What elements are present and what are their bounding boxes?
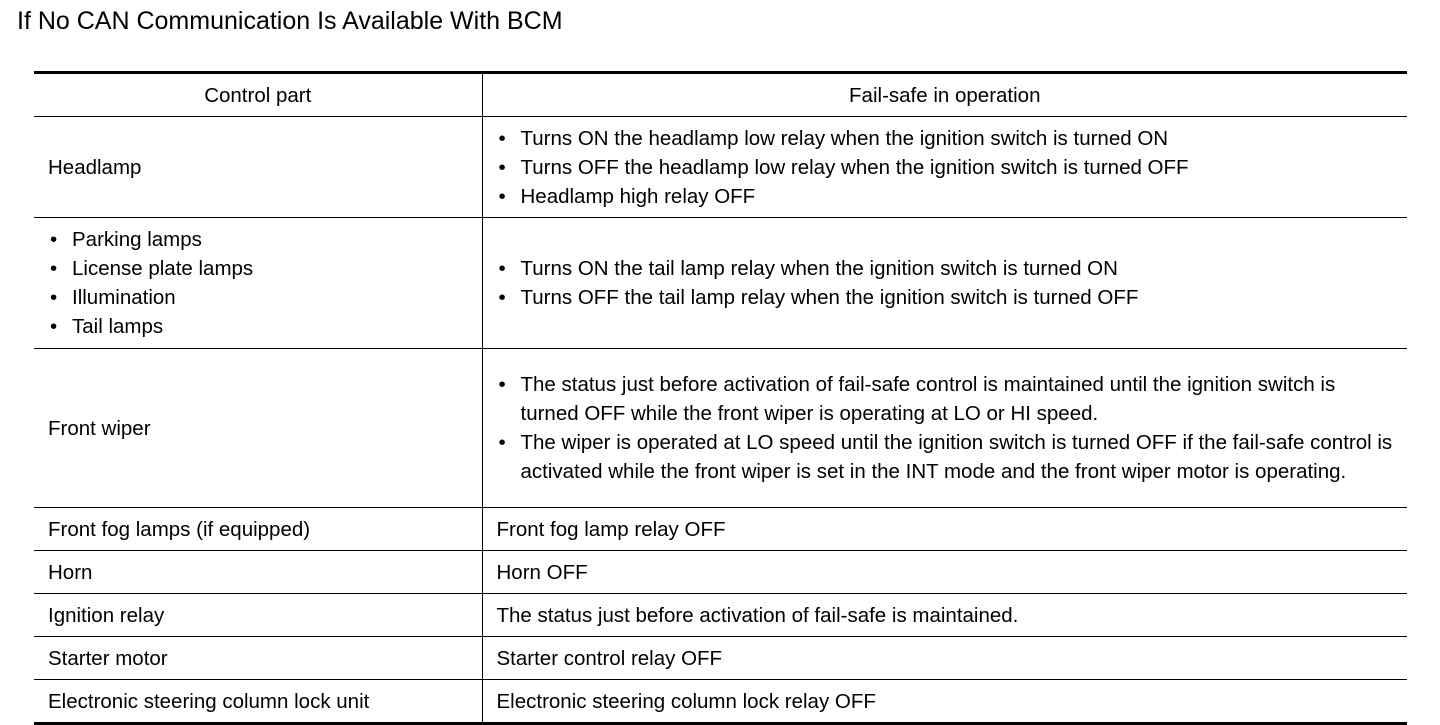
failsafe-cell xyxy=(482,117,1407,218)
list-item: • Turns ON the headlamp low relay when the ignition switch is turned ON xyxy=(497,124,1394,153)
control-part-list xyxy=(48,225,468,341)
list-item: • The wiper is operated at LO speed until the ignition switch is turned OFF if the fail-safe control is activated while the front wiper is set in the INT mode and the front wiper motor is operating. xyxy=(497,428,1394,486)
control-part-cell: Ignition relay xyxy=(34,594,482,637)
column-header-failsafe: Fail-safe in operation xyxy=(482,73,1407,117)
failsafe-cell xyxy=(482,349,1407,508)
control-part-cell: Starter motor xyxy=(34,637,482,680)
failsafe-cell: Electronic steering column lock relay OFF xyxy=(482,680,1407,724)
failsafe-cell: Front fog lamp relay OFF xyxy=(482,508,1407,551)
table-row xyxy=(34,551,1407,594)
table-header-row xyxy=(34,73,1407,117)
list-item: • Tail lamps xyxy=(48,312,468,341)
failsafe-list xyxy=(497,254,1394,312)
table-row xyxy=(34,508,1407,551)
failsafe-cell: Starter control relay OFF xyxy=(482,637,1407,680)
failsafe-table xyxy=(34,71,1407,725)
control-part-cell: Front wiper xyxy=(34,349,482,508)
failsafe-cell xyxy=(482,218,1407,349)
control-part-cell: Headlamp xyxy=(34,117,482,218)
list-item: • The status just before activation of fail-safe control is maintained until the ignition switch is turned OFF while the front wiper is operating at LO or HI speed. xyxy=(497,370,1394,428)
control-part-cell: Electronic steering column lock unit xyxy=(34,680,482,724)
list-item: • Turns OFF the headlamp low relay when the ignition switch is turned OFF xyxy=(497,153,1394,182)
list-item: • Headlamp high relay OFF xyxy=(497,182,1394,211)
table-row xyxy=(34,637,1407,680)
list-item: • Parking lamps xyxy=(48,225,468,254)
list-item: • Illumination xyxy=(48,283,468,312)
table-row xyxy=(34,117,1407,218)
table-row xyxy=(34,594,1407,637)
table-row xyxy=(34,218,1407,349)
control-part-cell: Front fog lamps (if equipped) xyxy=(34,508,482,551)
column-header-control-part: Control part xyxy=(204,83,312,107)
control-part-cell: Horn xyxy=(34,551,482,594)
failsafe-cell: Horn OFF xyxy=(482,551,1407,594)
list-item: • Turns ON the tail lamp relay when the ignition switch is turned ON xyxy=(497,254,1394,283)
control-part-cell xyxy=(34,218,482,349)
failsafe-list xyxy=(497,124,1394,211)
table-row xyxy=(34,349,1407,508)
table-row xyxy=(34,680,1407,724)
page-title: If No CAN Communication Is Available With BCM xyxy=(17,7,563,35)
list-item: • Turns OFF the tail lamp relay when the ignition switch is turned OFF xyxy=(497,283,1394,312)
list-item: • License plate lamps xyxy=(48,254,468,283)
failsafe-list xyxy=(497,370,1394,486)
failsafe-cell: The status just before activation of fail-safe is maintained. xyxy=(482,594,1407,637)
